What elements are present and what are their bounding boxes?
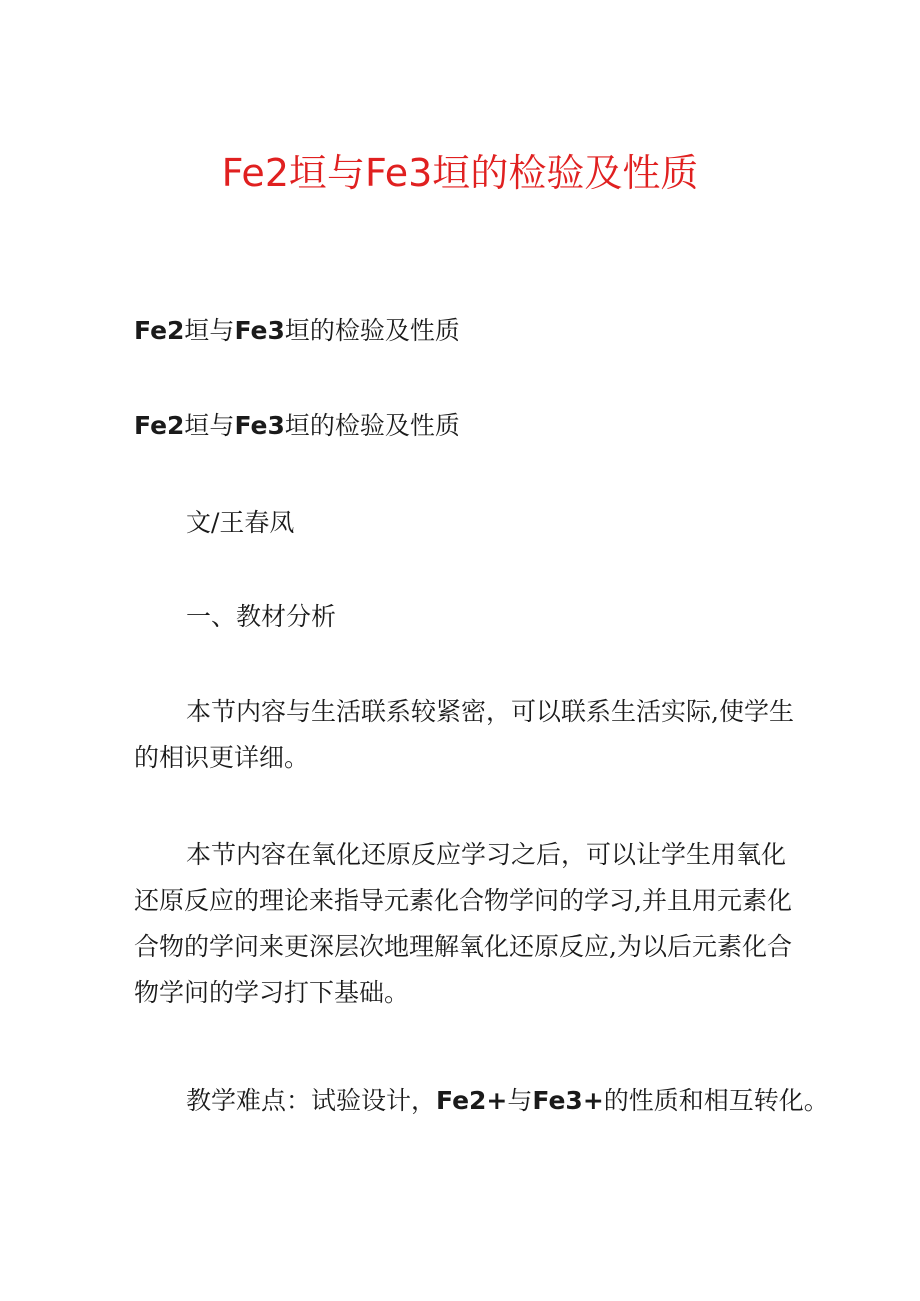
subheading-2-mid: 垣与 [184,411,235,440]
difficulty-fe2: Fe2+ [436,1086,508,1115]
subheading-2-fe2: Fe2 [134,411,185,440]
subheading-1-fe3: Fe3 [234,316,285,345]
subheading-2-fe3: Fe3 [234,411,285,440]
paragraph-1: 本节内容与生活联系较紧密，可以联系生活实际,使学生的相识更详细。 [134,697,794,772]
subheading-1 [134,308,460,354]
document-title: Fe2垣与Fe3垣的检验及性质 [221,151,699,195]
subheading-1-mid: 垣与 [184,316,235,345]
section-heading: 一、教材分析 [186,602,337,631]
paragraph-2: 本节内容在氧化还原反应学习之后，可以让学生用氧化还原反应的理论来指导元素化合物学问的学习,并且用元素化合物的学问来更深层次地理解氧化还原反应,为以后元素化合物学问的学习打下基础。 [134,840,792,1007]
difficulty-fe3: Fe3+ [532,1086,604,1115]
difficulty-prefix: 教学难点：试验设计， [186,1086,437,1115]
difficulty-mid: 与 [507,1086,533,1115]
difficulty-rest: 的性质和相互转化。 [603,1086,829,1115]
difficulty-line [186,1078,829,1124]
subheading-2-rest: 垣的检验及性质 [284,411,460,440]
subheading-1-fe2: Fe2 [134,316,185,345]
subheading-1-rest: 垣的检验及性质 [284,316,460,345]
subheading-2 [134,403,460,449]
author-line: 文/王春凤 [186,508,295,537]
